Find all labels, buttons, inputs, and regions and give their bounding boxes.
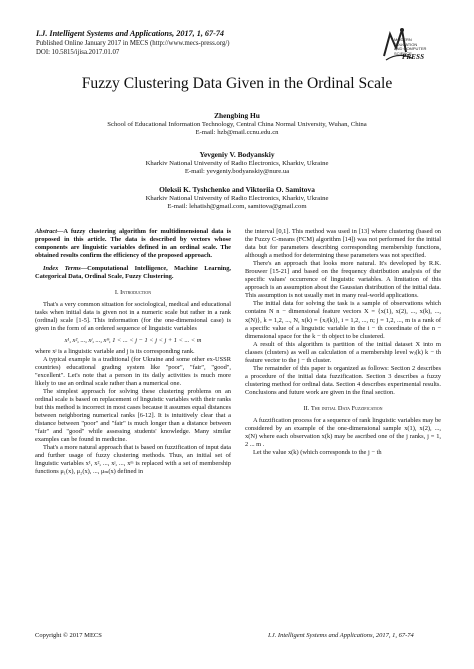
author-name: Zhengbing Hu — [214, 111, 260, 120]
abstract: Abstract—A fuzzy clustering algorithm for multidimensional data is proposed in this article. The data is described by vectors whose components are linguistic variables defined in an ordinal scale. The obtained results confirm the efficiency of the proposed approach. — [35, 228, 231, 260]
footer-journal: I.J. Intelligent Systems and Applications, 2017, 1, 67-74 — [268, 632, 414, 639]
author-block-2 — [40, 150, 434, 177]
author-affiliation: Kharkiv National University of Radio Electronics, Kharkiv, Ukraine — [145, 195, 329, 202]
author-block-3 — [40, 185, 434, 212]
paragraph: A typical example is a traditional (for Ukraine and some other ex-USSR countries) educational grading system like "poor", "fair", "good", "excellent". Let's note that a person in its daily activities is much more likely to use an ordinal scale rather than a numerical one. — [35, 355, 231, 387]
journal-title: I.J. Intelligent Systems and Applications, 2017, 1, 67-74 — [36, 29, 225, 38]
author-block-1 — [40, 111, 434, 138]
paragraph: where xʲ is a linguistic variable and j is its corresponding rank. — [35, 347, 195, 355]
index-terms: Index Terms—Computational Intelligence, Machine Learning, Categorical Data, Ordinal Scale, Fuzzy Clustering. — [35, 265, 231, 281]
author-name: Oleksii K. Tyshchenko and Viktoriia O. Samitova — [159, 185, 315, 194]
formula: x¹, x², ..., xʲ, ..., xᵐ, 1 < ... < j − 1 < j < j + 1 < ... < m — [64, 336, 202, 344]
paragraph: There's an approach that looks more natural. It's developed by R.K. Brouwer [15-21] and based on the frequency distribution analysis of the specific values' occurrence of linguistic variables. A limitation of this approach is an assumption about the Gaussian distribution of the initial data. This assumption is not usually met in many real-world applications. — [245, 260, 441, 300]
author-affiliation: Kharkiv National University of Radio Electronics, Kharkiv, Ukraine — [145, 160, 329, 167]
paragraph: A result of this algorithm is partition of the initial dataset X into m classes (clusters) as well as calculation of a membership level wⱼ(k) k − th feature vector to the j − th cluster. — [245, 340, 441, 364]
published-line: Published Online January 2017 in MECS (http://www.mecs-press.org/) — [36, 40, 230, 47]
doi-line: DOI: 10.5815/ijisa.2017.01.07 — [36, 49, 120, 56]
paragraph: Let the value x(k) (which corresponds to the j − th — [253, 449, 382, 457]
logo-text: MODERN EDUCATION AND COMPUTER SCIENCE — [394, 37, 427, 56]
section-heading-fuzzification: II. The initial Data Fuzzification — [303, 404, 383, 412]
author-name: Yevgeniy V. Bodyanskiy — [199, 150, 275, 159]
author-email: E-mail: lehatish@gmail.com, samitova@gmail.com — [167, 203, 307, 211]
paragraph: That's a more natural approach that is based on fuzzification of input data and further usage of fuzzy clustering methods. Thus, an initial set of linguistic variables x¹, x², ..., xʲ, ..., xᵐ is replaced with a set of membership functions μ₁(x), μ₂(x), ..., μₘ(x) defined in — [35, 444, 231, 476]
footer-copyright: Copyright © 2017 MECS — [35, 632, 102, 639]
logo-press: PRESS — [402, 54, 425, 61]
paragraph: A fuzzification process for a sequence of rank linguistic variables may be considered by an example of the one-dimensional sample x(1), x(2), ..., x(N) where each observation x(k) may be ascribed one of the j ranks, j = 1, 2 ... m . — [245, 417, 441, 449]
left-column — [35, 228, 231, 476]
paragraph: The simplest approach for solving these clustering problems on an ordinal scale is based on replacement of linguistic variables with their ranks but this method is incorrect in most cases because it assumes equal distances between neighboring numerical ranks [6-12]. It is intuitively clear that a distance between "poor" and "fair" is much longer than a distance between "fair" and "good" while assessing students' knowledge. Many similar examples can be found in medicine. — [35, 387, 231, 444]
section-heading-introduction: I. Introduction — [114, 289, 152, 297]
author-email: E-mail: yevgeniy.bodyanskiy@nure.ua — [184, 168, 290, 176]
right-column — [245, 228, 441, 457]
author-affiliation: School of Educational Information Technology, Central China Normal University, Wuhan, China — [107, 121, 367, 128]
paragraph: That's a very common situation for sociological, medical and educational tasks when initial data is given not in a numeric scale but rather in a rank (ordinal) scale [1-5]. This information (for the one-dimensional case) is given in the form of an ordered sequence of linguistic variables — [35, 301, 231, 333]
journal-header — [36, 29, 336, 57]
paragraph: the interval [0,1]. This method was used in [13] where clustering (based on the Fuzzy C-means (FCM) algorithm [14]) was not performed for the initial data but for parameters describing corresponding membership functions, although a method for determining these parameters was not specified. — [245, 228, 441, 260]
paragraph: The remainder of this paper is organized as follows: Section 2 describes a procedure of the initial data fuzzification. Section 3 describes a fuzzy clustering method for ordinal data. Section 4 describes experimental results. Conclusions and future work are given in the final section. — [245, 364, 441, 396]
publisher-logo — [378, 22, 436, 66]
author-email: E-mail: hzb@mail.ccnu.edu.cn — [195, 129, 279, 137]
paper-title: Fuzzy Clustering Data Given in the Ordinal Scale — [81, 75, 393, 92]
paragraph: The initial data for solving the task is a sample of observations which contains N n − dimensional feature vectors X = {x(1), x(2), ..., x(k), ..., x(N)}, k = 1,2, ..., N, x(k) = {xᵢʲ(k)}, i = 1,2, ..., n; j = 1,2, ..., m is a rank of a specific value of a linguistic variable in the i − th coordinate of the n − dimensional space for the k − th object to be clustered. — [245, 300, 441, 340]
